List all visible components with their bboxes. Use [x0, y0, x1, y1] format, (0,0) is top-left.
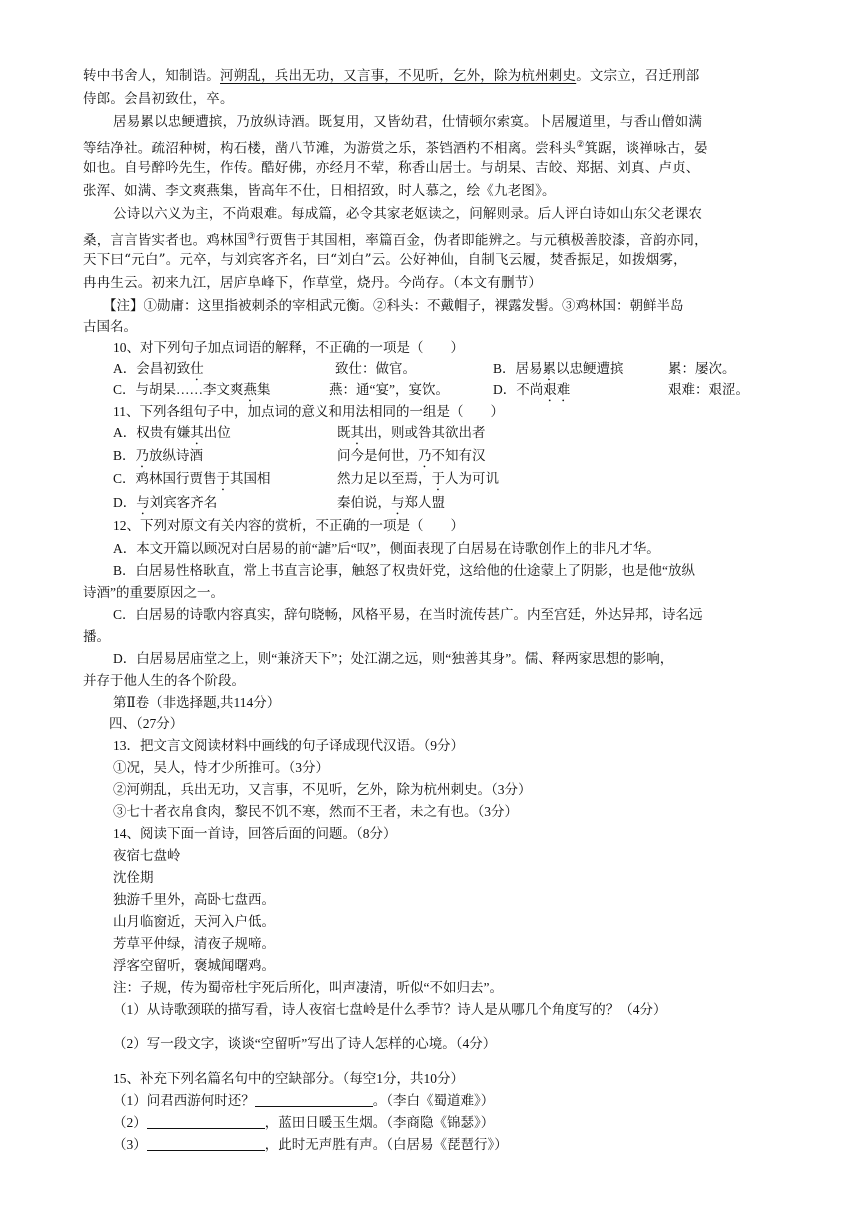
q10-option-a-gloss: 致仕：做官。: [335, 361, 416, 376]
dotted-word: 于: [216, 471, 231, 486]
option-text: D．: [113, 495, 137, 510]
q11-option-b-left: [113, 446, 203, 471]
notes-line: 古国名。: [83, 319, 137, 334]
q11-option-c-left: [113, 469, 271, 494]
option-text: 其国相: [230, 471, 271, 486]
dotted-word: 与: [391, 495, 405, 510]
poem-author: 沈佺期: [113, 870, 154, 885]
item-text: ，此时无声胜有声。（白居易《琵琶行》）: [264, 1137, 508, 1152]
q15-item-3: [113, 1135, 508, 1155]
footnote-marker: ③: [247, 232, 256, 242]
poem-note: 注：子规，传为蜀帝杜宇死后所化，叫声凄清，听似“不如归去”。: [113, 980, 503, 995]
passage-line: 天下曰“元白”。元卒，与刘宾客齐名，曰“刘白”云。公好神仙，自制飞云履，焚香振足，如拨烟雾，: [83, 252, 687, 268]
part-2-title: 第Ⅱ卷（非选择题,共114分）: [113, 695, 281, 710]
dotted-word: 其: [190, 425, 204, 440]
question-12-stem: 12、下列对原文有关内容的赏析，不正确的一项是（ ）: [113, 518, 464, 533]
item-text: ，蓝田日暖玉生烟。（李商隐《锦瑟》）: [264, 1115, 495, 1130]
question-11-stem: 11、下列各组句子中，加点词的意义和用法相同的一组是（ ）: [113, 404, 504, 419]
option-text: 不知有汉: [431, 448, 486, 463]
q11-option-d-left: [113, 493, 217, 518]
poem-verse: 山月临窗近，天河入户低。: [113, 914, 275, 929]
dotted-word: 燕: [243, 382, 258, 397]
q10-option-b-gloss: 累：屡次。: [668, 361, 736, 376]
item-text: 。（李白《蜀道难》）: [372, 1093, 495, 1108]
question-15-stem: 15、补充下列名篇名句中的空缺部分。（每空1分，共10分）: [113, 1071, 464, 1086]
option-text: 然力足以至焉，: [337, 471, 432, 486]
passage-text: 转中书舍人，知制诰。: [83, 68, 220, 84]
option-text: 问今是何世，: [337, 448, 418, 463]
passage-line: [83, 135, 708, 159]
poem-verse: 芳草平仲绿，清夜子规啼。: [113, 936, 275, 951]
q10-option-d: [493, 380, 570, 405]
poem-title: 夜宿七盘岭: [113, 848, 181, 863]
passage-text: 箕踞，谈禅咏古，晏: [584, 140, 708, 157]
option-text: 以忠鲠遭摈: [556, 361, 624, 376]
q12-option-b-cont: 诗酒”的重要原因之一。: [83, 585, 224, 600]
passage-line: 居易累以忠鲠遭摈，乃放纵诗酒。既复用，又皆幼君，仕情顿尔索寞。卜居履道里，与香山僧如满: [113, 114, 703, 130]
passage-line: 张浑、如满、李文爽燕集，皆高年不仕，日相招致，时人慕之，绘《九老图》。: [83, 183, 556, 199]
q12-option-c-cont: 播。: [83, 629, 110, 644]
option-text: C．鸡林国行贾售: [113, 471, 217, 486]
q12-option-d-cont: 并存于他人生的各个阶段。: [83, 673, 245, 688]
notes-line: 【注】①勋庸：这里指被刺杀的宰相武元衡。②科头：不戴帽子，裸露发髻。③鸡林国：朝鲜半岛: [103, 298, 684, 313]
dotted-word: 于: [431, 471, 445, 486]
option-text: B．居易: [493, 361, 543, 376]
answer-blank[interactable]: [255, 1092, 373, 1107]
option-text: B．: [113, 448, 136, 463]
dotted-word: 艰难: [543, 382, 571, 397]
q12-option-c: C．白居易的诗歌内容真实，辞句晓畅，风格平易，在当时流传甚广。内至宫廷，外达异邦，诗名远: [113, 607, 703, 622]
passage-line: 公诗以六义为主，不尚艰难。每成篇，必令其家老妪读之，问解则录。后人评白诗如山东父老课农: [113, 206, 703, 222]
item-text: （2）: [113, 1115, 147, 1130]
question-10-stem: 10、对下列句子加点词语的解释，不正确的一项是（ ）: [113, 340, 464, 355]
passage-line: 如也。自号醉吟先生，作传。酷好佛，亦经月不荤，称香山居士。与胡杲、吉皎、郑据、刘真、卢贞、: [83, 160, 700, 176]
option-text: 郑人盟: [404, 495, 445, 510]
q10-option-c-gloss: 燕：通“宴”，宴饮。: [329, 382, 449, 397]
option-text: 出位: [203, 425, 231, 440]
option-text: 人为可讥: [445, 471, 499, 486]
option-text: 集: [257, 382, 271, 397]
dotted-word: 乃: [135, 448, 150, 463]
q11-option-a-right: [337, 423, 486, 448]
passage-text: 等结净社。疏沼种树，构石楼，凿八节滩，为游赏之乐，茶铛酒杓不相离。尝科头: [83, 140, 577, 157]
q15-item-1: [113, 1091, 494, 1111]
option-text: 秦伯说，: [337, 495, 391, 510]
passage-line: [83, 66, 700, 86]
option-text: 放纵诗酒: [149, 448, 204, 463]
passage-line: 冉冉生云。初来九江，居庐阜峰下，作草堂，烧丹。今尚存。（本文有删节）: [83, 275, 543, 291]
question-14-stem: 14、阅读下面一首诗，回答后面的问题。（8分）: [113, 826, 397, 841]
section-4-heading: 四、（27分）: [109, 716, 184, 731]
answer-blank[interactable]: [147, 1114, 265, 1129]
q11-option-c-right: [337, 469, 499, 494]
q11-option-d-right: [337, 493, 445, 518]
dotted-word: 仕: [190, 361, 204, 376]
q13-sentence-1: ①况，吴人，恃才少所推可。（3分）: [113, 760, 329, 775]
q13-sentence-2: ②河朔乱，兵出无功，又言事，不见听，乞外，除为杭州刺史。（3分）: [113, 782, 532, 797]
option-text: 出，则或咎其欲出者: [364, 425, 486, 440]
option-text: D．不尚: [493, 382, 544, 397]
q13-sentence-3: ③七十者衣帛食肉，黎民不饥不寒，然而不王者，未之有也。（3分）: [113, 804, 518, 819]
underlined-sentence: 河朔乱，兵出无功，又言事，不见听，乞外，除为杭州刺史: [220, 68, 577, 84]
item-text: （3）: [113, 1137, 147, 1152]
passage-line: 侍郎。会昌初致仕，卒。: [83, 91, 234, 107]
dotted-word: 其: [350, 425, 364, 440]
answer-blank[interactable]: [147, 1136, 265, 1151]
q12-option-d: D．白居易居庙堂之上，则“兼济天下”；处江湖之远，则“独善其身”。儒、释两家思想的影响，: [113, 651, 674, 666]
option-text: A．权贵有嫌: [113, 425, 191, 440]
dotted-word: 乃: [418, 448, 432, 463]
dotted-word: 累: [542, 361, 557, 376]
dotted-word: 与: [136, 495, 150, 510]
passage-text: 。文宗立，召迁刑部: [576, 68, 700, 84]
passage-text: 行贾售于其国相，率篇百金，伪者即能辨之。与元稹极善胶漆，音韵亦同，: [255, 232, 708, 249]
passage-line: [83, 227, 708, 251]
q14-subquestion-2: （2）写一段文字，谈谈“空留听”写出了诗人怎样的心境。（4分）: [113, 1036, 497, 1051]
poem-verse: 浮客空留听，褒城闻曙鸡。: [113, 958, 275, 973]
q12-option-a: A．本文开篇以顾况对白居易的前“謔”后“叹”，侧面表现了白居易在诗歌创作上的非凡才华。: [113, 541, 660, 556]
option-text: 既: [337, 425, 351, 440]
footnote-marker: ②: [576, 140, 585, 150]
question-13-stem: 13．把文言文阅读材料中画线的句子译成现代汉语。（9分）: [113, 738, 464, 753]
q11-option-a-left: [113, 423, 231, 448]
option-text: 刘宾客齐名: [149, 495, 218, 510]
q15-item-2: [113, 1113, 494, 1133]
poem-verse: 独游千里外，高卧七盘西。: [113, 892, 275, 907]
q11-option-b-right: [337, 446, 486, 471]
q10-option-d-gloss: 艰难：艰涩。: [668, 382, 749, 397]
q12-option-b: B．白居易性格耿直，常上书直言论事，触怒了权贵奸党，这给他的仕途蒙上了阴影，也是他“放纵: [113, 563, 695, 578]
option-text: C．与胡杲……李文爽: [113, 382, 244, 397]
q14-subquestion-1: （1）从诗歌颈联的描写看，诗人夜宿七盘岭是什么季节？诗人是从哪几个角度写的？（4分）: [113, 1002, 667, 1017]
passage-text: 桑，言言皆实者也。鸡林国: [83, 232, 248, 249]
option-text: A．会昌初致: [113, 361, 191, 376]
item-text: （1）问君西游何时还？: [113, 1093, 255, 1108]
